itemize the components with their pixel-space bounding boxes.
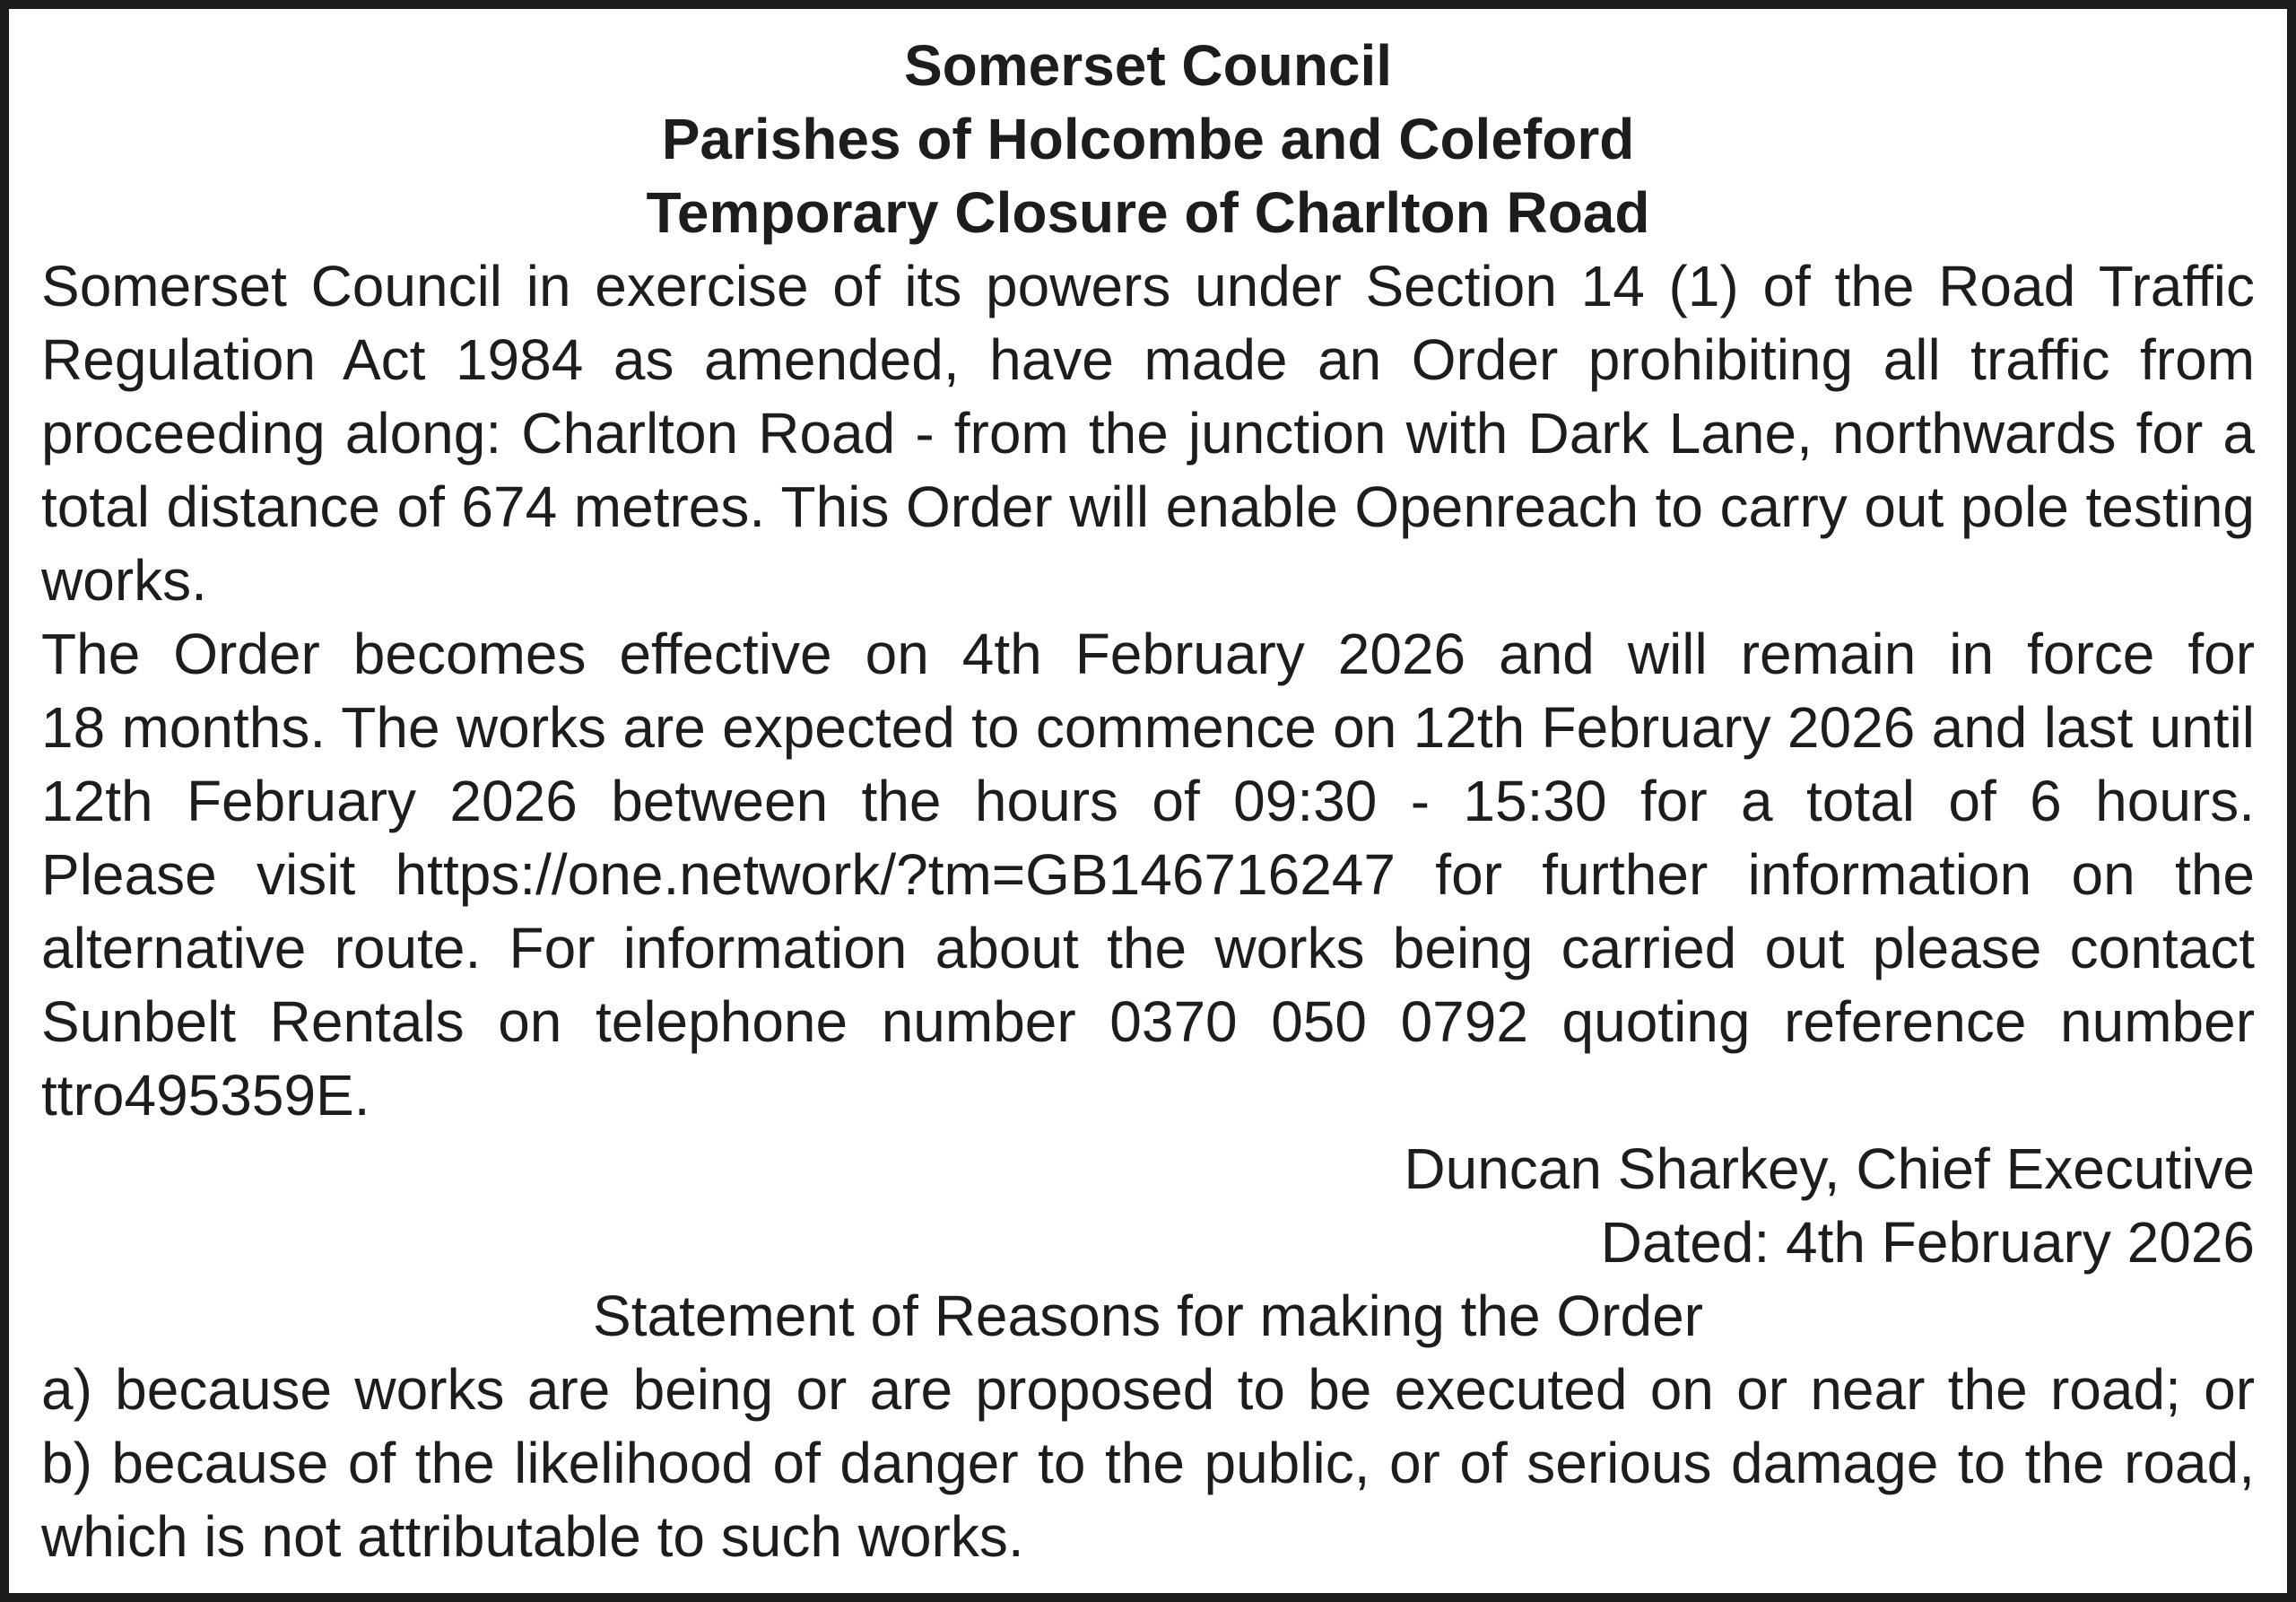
notice-url: https://one.network/?tm=GB146716247 [395, 842, 1396, 907]
signature-date: Dated: 4th February 2026 [1600, 1210, 2255, 1275]
reason-b: b) because of the likelihood of danger to the public, or of serious damage to the road, [41, 1431, 2255, 1495]
notice-title-parishes: Parishes of Holcombe and Coleford [661, 107, 1635, 171]
reasons-heading: Statement of Reasons for making the Order [593, 1284, 1703, 1348]
para1-line-5: works. [41, 548, 207, 613]
phone-number: 0370 050 0792 [1109, 989, 1528, 1054]
para1-line-1: Somerset Council in exercise of its powers under Section 14 (1) of the Road Traffic [41, 254, 2255, 318]
para2-line-2: 18 months. The works are expected to commence on 12th February 2026 and last until [41, 695, 2255, 760]
para1-line-3: proceeding along: Charlton Road - from the junction with Dark Lane, northwards for a [41, 401, 2255, 466]
signature-officer: Duncan Sharkey, Chief Executive [1404, 1136, 2255, 1201]
phone-line-suffix: quoting reference number [1527, 989, 2256, 1054]
notice-reference: ttro495359E. [41, 1063, 370, 1127]
reason-b-continuation: which is not attributable to such works. [41, 1504, 1024, 1569]
notice-title-closure: Temporary Closure of Charlton Road [646, 180, 1650, 245]
url-line-prefix: Please visit [41, 842, 396, 907]
para2-line-url [41, 838, 2255, 911]
notice-title-authority: Somerset Council [903, 33, 1393, 98]
reason-a: a) because works are being or are proposed to be executed on or near the road; or [41, 1357, 2255, 1422]
para2-line-phone [41, 985, 2255, 1058]
para1-line-2: Regulation Act 1984 as amended, have made an Order prohibiting all traffic from [41, 327, 2255, 392]
para1-line-4: total distance of 674 metres. This Order will enable Openreach to carry out pole testing [41, 475, 2255, 539]
phone-line-prefix: Sunbelt Rentals on telephone number [41, 989, 1110, 1054]
url-line-suffix: for further information on the [1395, 842, 2256, 907]
para2-line-3: 12th February 2026 between the hours of 09:30 - 15:30 for a total of 6 hours. [41, 769, 2255, 833]
para2-line-1: The Order becomes effective on 4th February 2026 and will remain in force for [41, 622, 2255, 686]
para2-line-5: alternative route. For information about the works being carried out please contact [41, 916, 2255, 980]
